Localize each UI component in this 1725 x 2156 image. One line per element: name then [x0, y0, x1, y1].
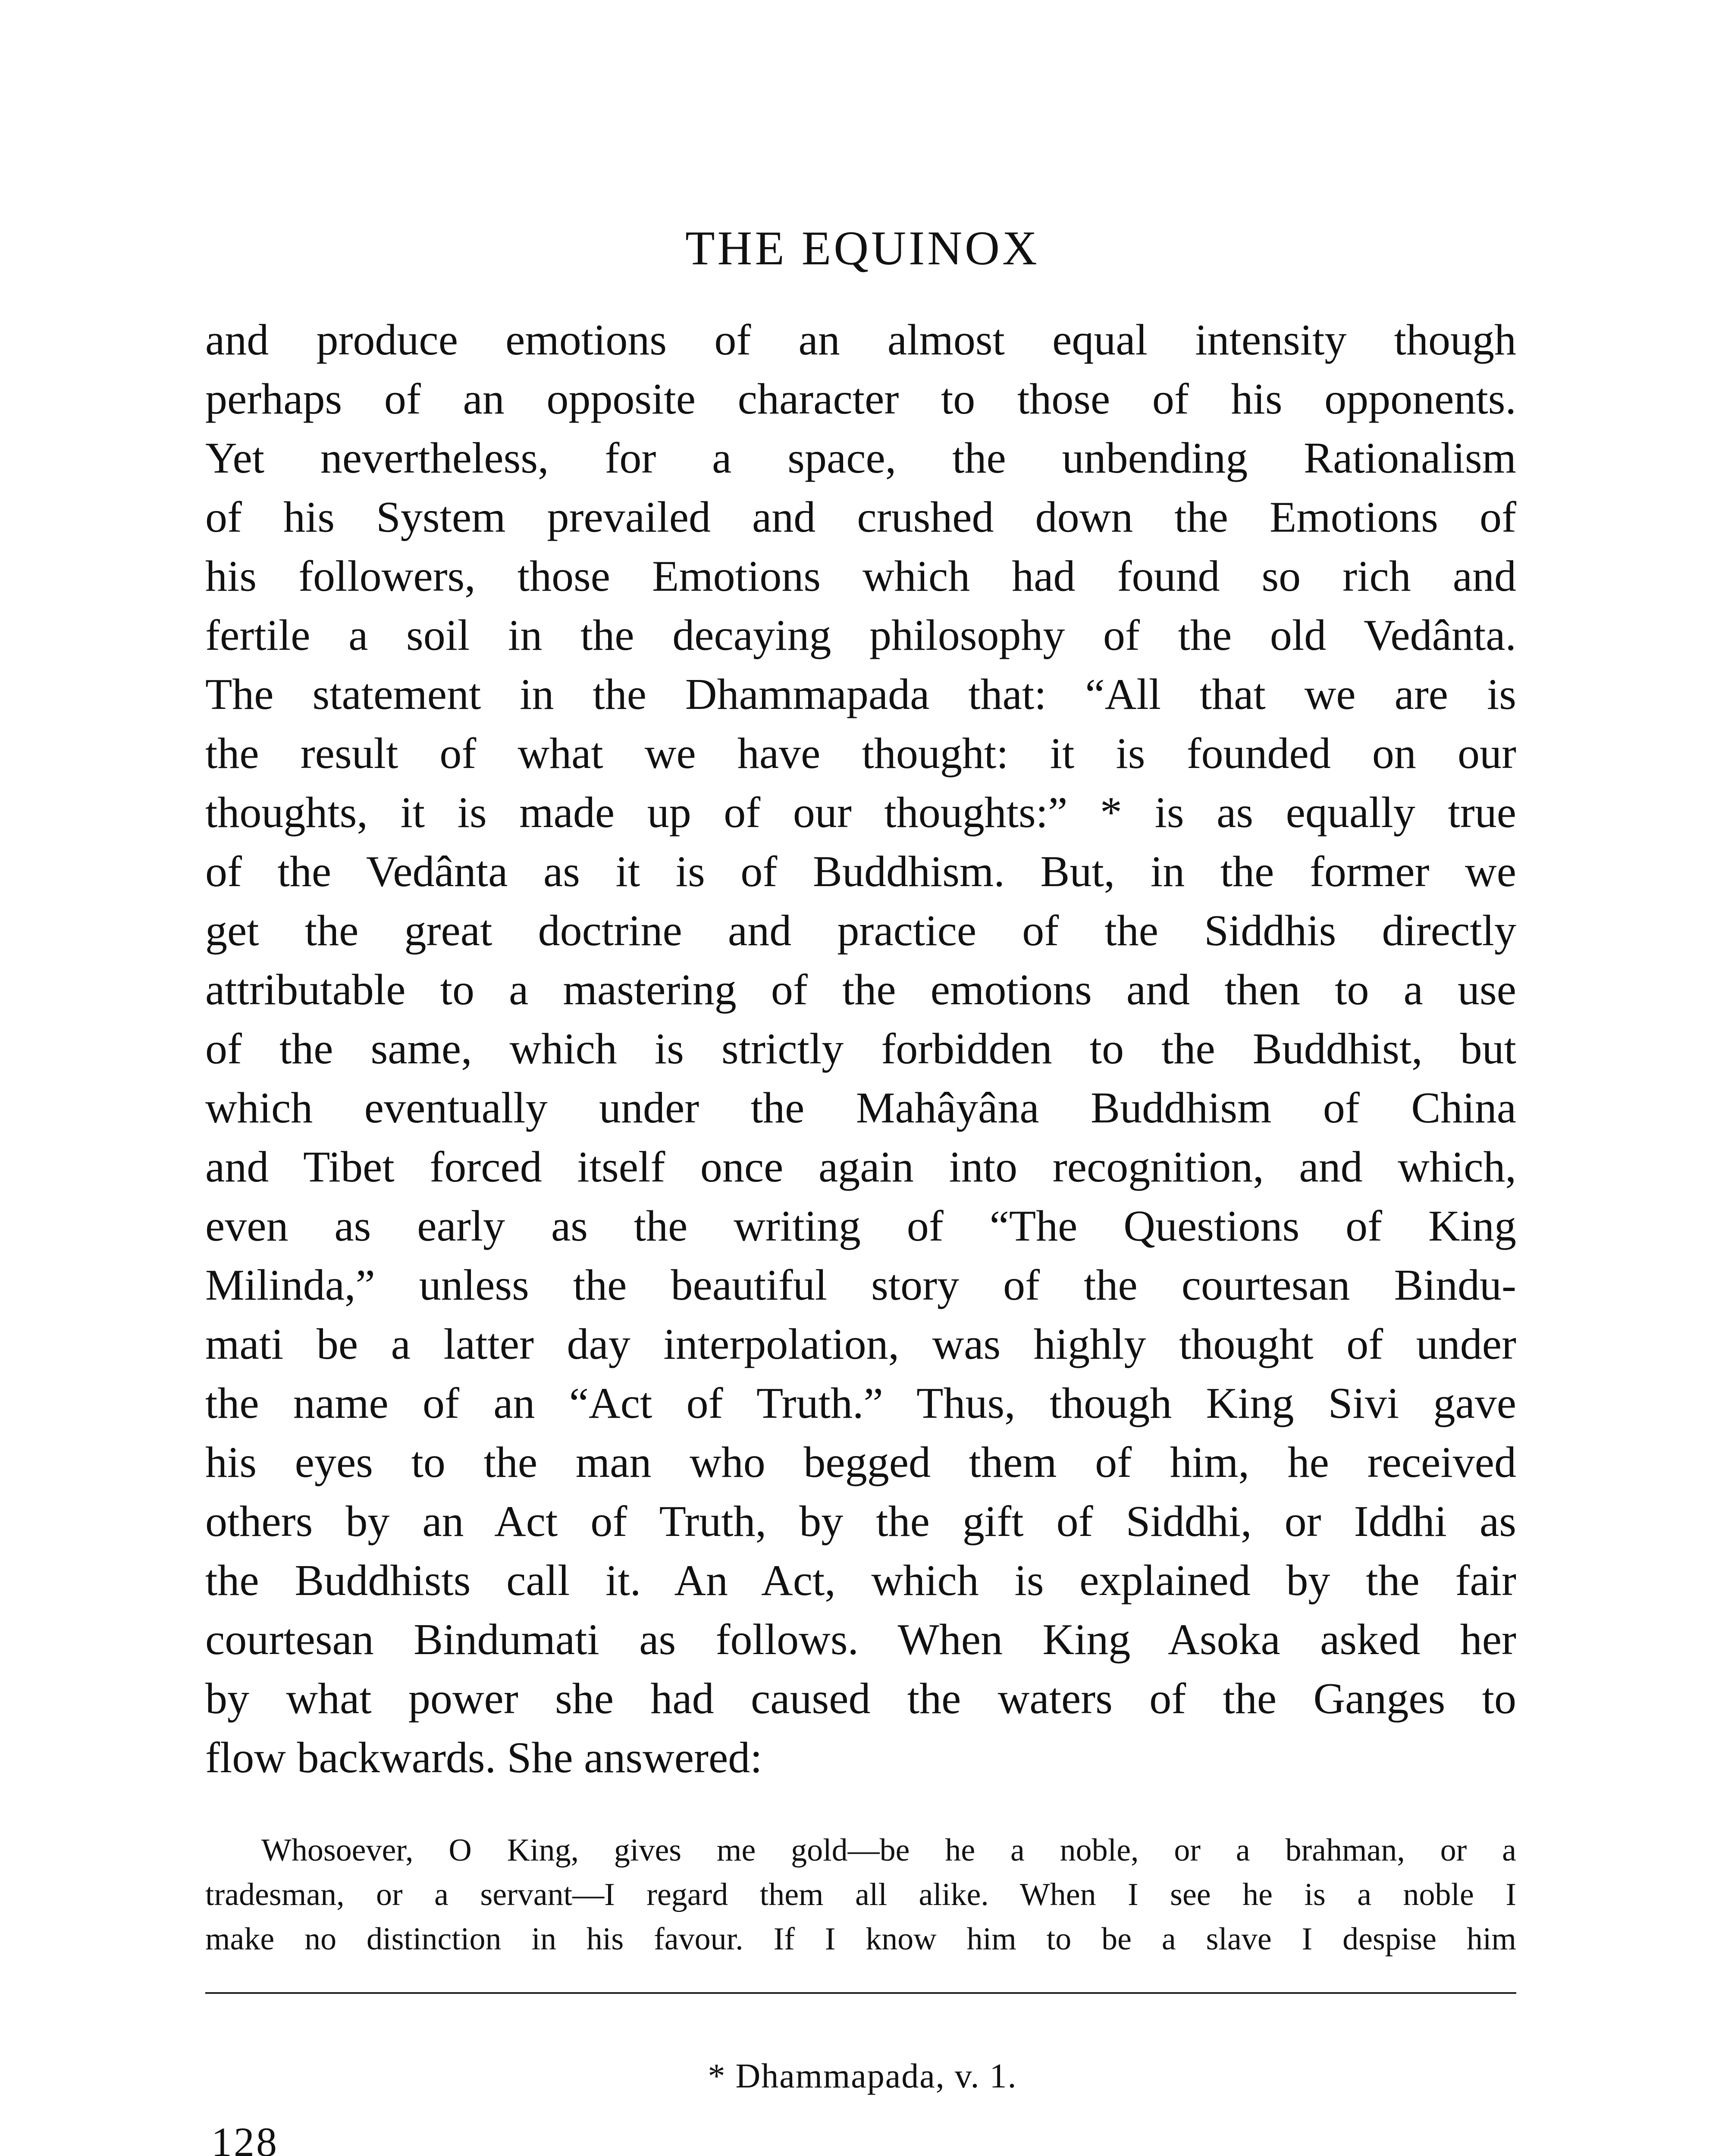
- quote-line: make no distinction in his favour. If I know him to be a slave I despise him: [205, 1921, 1516, 1957]
- page-number: 128: [211, 2119, 279, 2156]
- body-line: Milinda,” unless the beautiful story of the courtesan Bindu-: [205, 1261, 1516, 1310]
- body-line: by what power she had caused the waters of the Ganges to: [205, 1674, 1516, 1723]
- block-quote: [205, 1828, 1516, 1962]
- body-line: get the great doctrine and practice of the Siddhis directly: [205, 906, 1516, 955]
- footnote: * Dhammapada, v. 1.: [708, 2057, 1017, 2095]
- body-line: fertile a soil in the decaying philosophy of the old Vedânta.: [205, 611, 1516, 660]
- footnote-divider: [205, 1992, 1516, 1994]
- body-text: [205, 310, 1516, 1787]
- body-line: and produce emotions of an almost equal intensity though: [205, 316, 1516, 364]
- quote-line: Whosoever, O King, gives me gold—be he a noble, or a brahman, or a: [261, 1833, 1516, 1868]
- body-line: Yet nevertheless, for a space, the unbending Rationalism: [205, 434, 1516, 483]
- body-line: The statement in the Dhammapada that: “All that we are is: [205, 670, 1516, 719]
- body-line: his eyes to the man who begged them of him, he received: [205, 1438, 1516, 1487]
- body-line: flow backwards. She answered:: [205, 1733, 762, 1782]
- body-line: perhaps of an opposite character to those of his opponents.: [205, 375, 1516, 423]
- body-line: of his System prevailed and crushed down the Emotions of: [205, 493, 1516, 542]
- body-line: of the Vedânta as it is of Buddhism. But, in the former we: [205, 847, 1516, 896]
- body-line: and Tibet forced itself once again into recognition, and which,: [205, 1143, 1516, 1191]
- body-line: even as early as the writing of “The Questions of King: [205, 1202, 1516, 1250]
- body-line: others by an Act of Truth, by the gift of Siddhi, or Iddhi as: [205, 1497, 1516, 1546]
- body-line: thoughts, it is made up of our thoughts:” * is as equally true: [205, 788, 1516, 837]
- body-line: of the same, which is strictly forbidden to the Buddhist, but: [205, 1025, 1516, 1073]
- body-line: his followers, those Emotions which had found so rich and: [205, 552, 1516, 601]
- body-line: which eventually under the Mahâyâna Buddhism of China: [205, 1084, 1516, 1132]
- running-title: THE EQUINOX: [685, 222, 1040, 275]
- body-line: the Buddhists call it. An Act, which is explained by the fair: [205, 1556, 1516, 1605]
- body-line: courtesan Bindumati as follows. When King Asoka asked her: [205, 1615, 1516, 1664]
- quote-line: tradesman, or a servant—I regard them all alike. When I see he is a noble I: [205, 1877, 1516, 1912]
- body-line: the result of what we have thought: it is founded on our: [205, 729, 1516, 778]
- body-line: the name of an “Act of Truth.” Thus, though King Sivi gave: [205, 1379, 1516, 1428]
- body-line: mati be a latter day interpolation, was highly thought of under: [205, 1320, 1516, 1369]
- body-line: attributable to a mastering of the emotions and then to a use: [205, 965, 1516, 1014]
